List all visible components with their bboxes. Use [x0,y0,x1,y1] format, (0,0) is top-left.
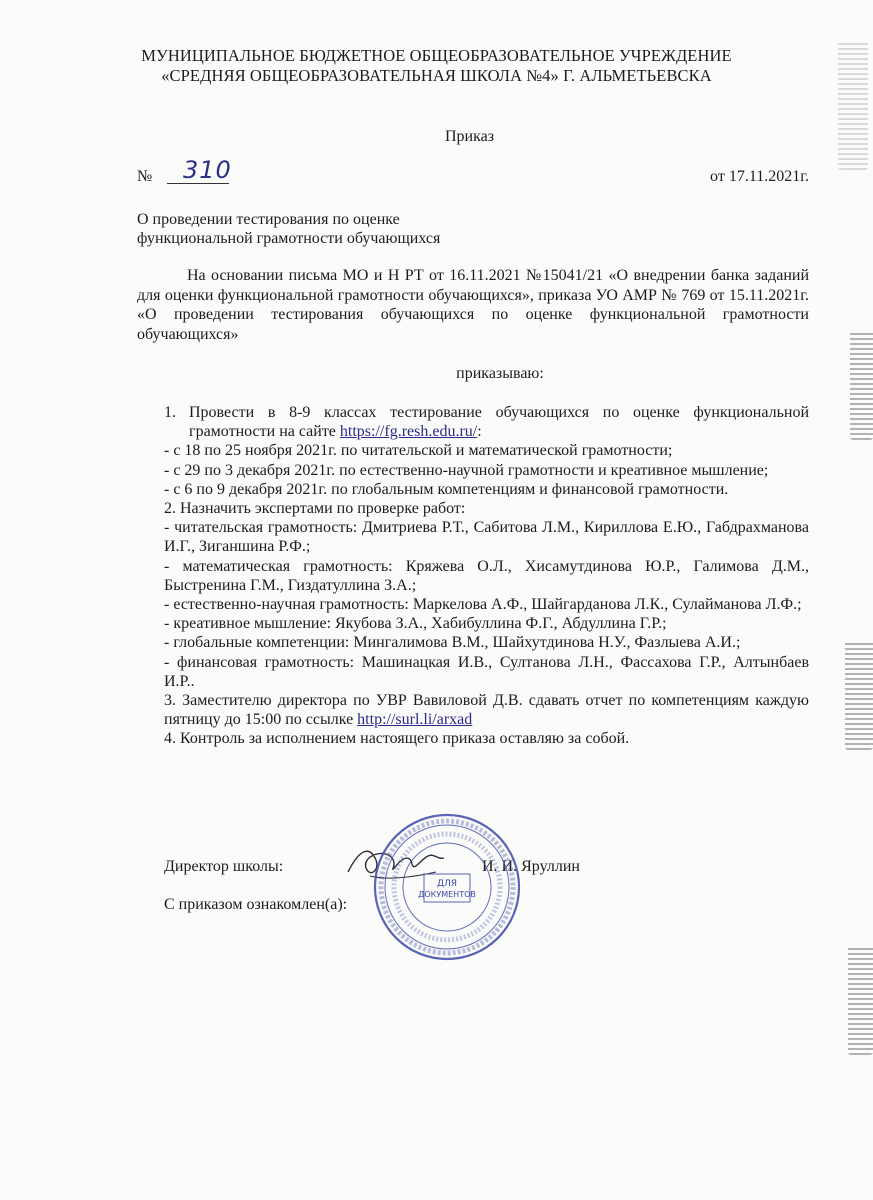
number-label: № [137,168,153,185]
period-3: - с 6 по 9 декабря 2021г. по глобальным компетенциям и финансовой грамотности. [164,480,729,498]
item-1-number: 1. [164,404,176,421]
order-subject [137,210,440,248]
surl-link[interactable]: http://surl.li/arxad [357,711,473,729]
header-line-2: «СРЕДНЯЯ ОБЩЕОБРАЗОВАТЕЛЬНАЯ ШКОЛА №4» Г. АЛЬМЕТЬЕВСКА [161,66,712,85]
institution-header [0,46,873,86]
item-2: 2. Назначить экспертами по проверке работ: [164,500,466,518]
stamp-text-1: ДЛЯ [436,879,458,889]
order-items [164,403,809,749]
resh-link[interactable]: https://fg.resh.edu.ru/ [339,423,478,441]
order-date: от 17.11.2021г. [710,168,809,185]
order-number [165,156,345,186]
order-word: приказываю: [456,365,544,382]
item-3 [164,691,809,729]
scan-artifact [850,330,873,440]
expert-group-5: - глобальные компетенции: Мингалимова В.М., Шайхутдинова Н.У., Фазлыева А.И.; [164,634,741,652]
number-underline [167,183,229,184]
subject-line-1: О проведении тестирования по оценке [137,211,400,228]
subject-line-2: функциональной грамотности обучающихся [137,230,441,247]
item-1-tail: : [477,423,482,441]
period-1: - с 18 по 25 ноября 2021г. по читательской и математической грамотности; [164,442,673,460]
director-role: Директор школы: [164,858,284,875]
school-stamp [372,812,522,962]
scan-artifact [848,945,873,1055]
header-line-1: МУНИЦИПАЛЬНОЕ БЮДЖЕТНОЕ ОБЩЕОБРАЗОВАТЕЛЬНОЕ УЧРЕЖДЕНИЕ [141,46,732,65]
item-1-text: Провести в 8-9 классах тестирование обучающихся по оценке функциональной грамотности на сайте [189,404,809,441]
expert-group-6: - финансовая грамотность: Машинацкая И.В., Султанова Л.Н., Фассахова Г.Р., Алтынбаев И.Р.. [164,653,809,690]
expert-group-4: - креативное мышление: Якубова З.А., Хабибуллина Ф.Г., Абдуллина Г.Р.; [164,615,667,633]
expert-group-3: - естественно-научная грамотность: Маркелова А.Ф., Шайгарданова Л.К., Сулайманова Л.Ф.; [164,596,802,614]
item-3-text: 3. Заместителю директора по УВР Вавиловой Д.В. сдавать отчет по компетенциям каждую пятницу до 15:00 по ссылке [164,692,809,729]
expert-group-2: - математическая грамотность: Кряжева О.Л., Хисамутдинова Ю.Р., Галимова Д.М., Быстренина Г.М., Гиздатуллина З.А.; [164,557,809,594]
scan-artifact [845,640,873,750]
basis-paragraph: На основании письма МО и Н РТ от 16.11.2021 №15041/21 «О внедрении банка заданий для оценки функциональной грамотности обучающихся», приказа УО АМР № 769 от 15.11.2021г. «О проведении тестирования обучающихся по оценке функциональной грамотности обучающихся» [137,267,809,343]
director-name: И. И. Яруллин [482,858,580,875]
stamp-text-2: ДОКУМЕНТОВ [418,890,476,899]
expert-group-1: - читательская грамотность: Дмитриева Р.Т., Сабитова Л.М., Кириллова Е.Ю., Габдрахманова И.Г., Зиганшина Р.Ф.; [164,519,809,556]
handwritten-number: 310 [183,156,232,184]
acknowledgement: С приказом ознакомлен(а): [164,896,348,913]
item-4: 4. Контроль за исполнением настоящего приказа оставляю за собой. [164,730,630,748]
order-number-row [137,156,809,192]
period-2: - с 29 по 3 декабря 2021г. по естественно-научной грамотности и креативное мышление; [164,461,769,479]
item-1 [164,403,809,441]
document-title: Приказ [444,128,495,145]
